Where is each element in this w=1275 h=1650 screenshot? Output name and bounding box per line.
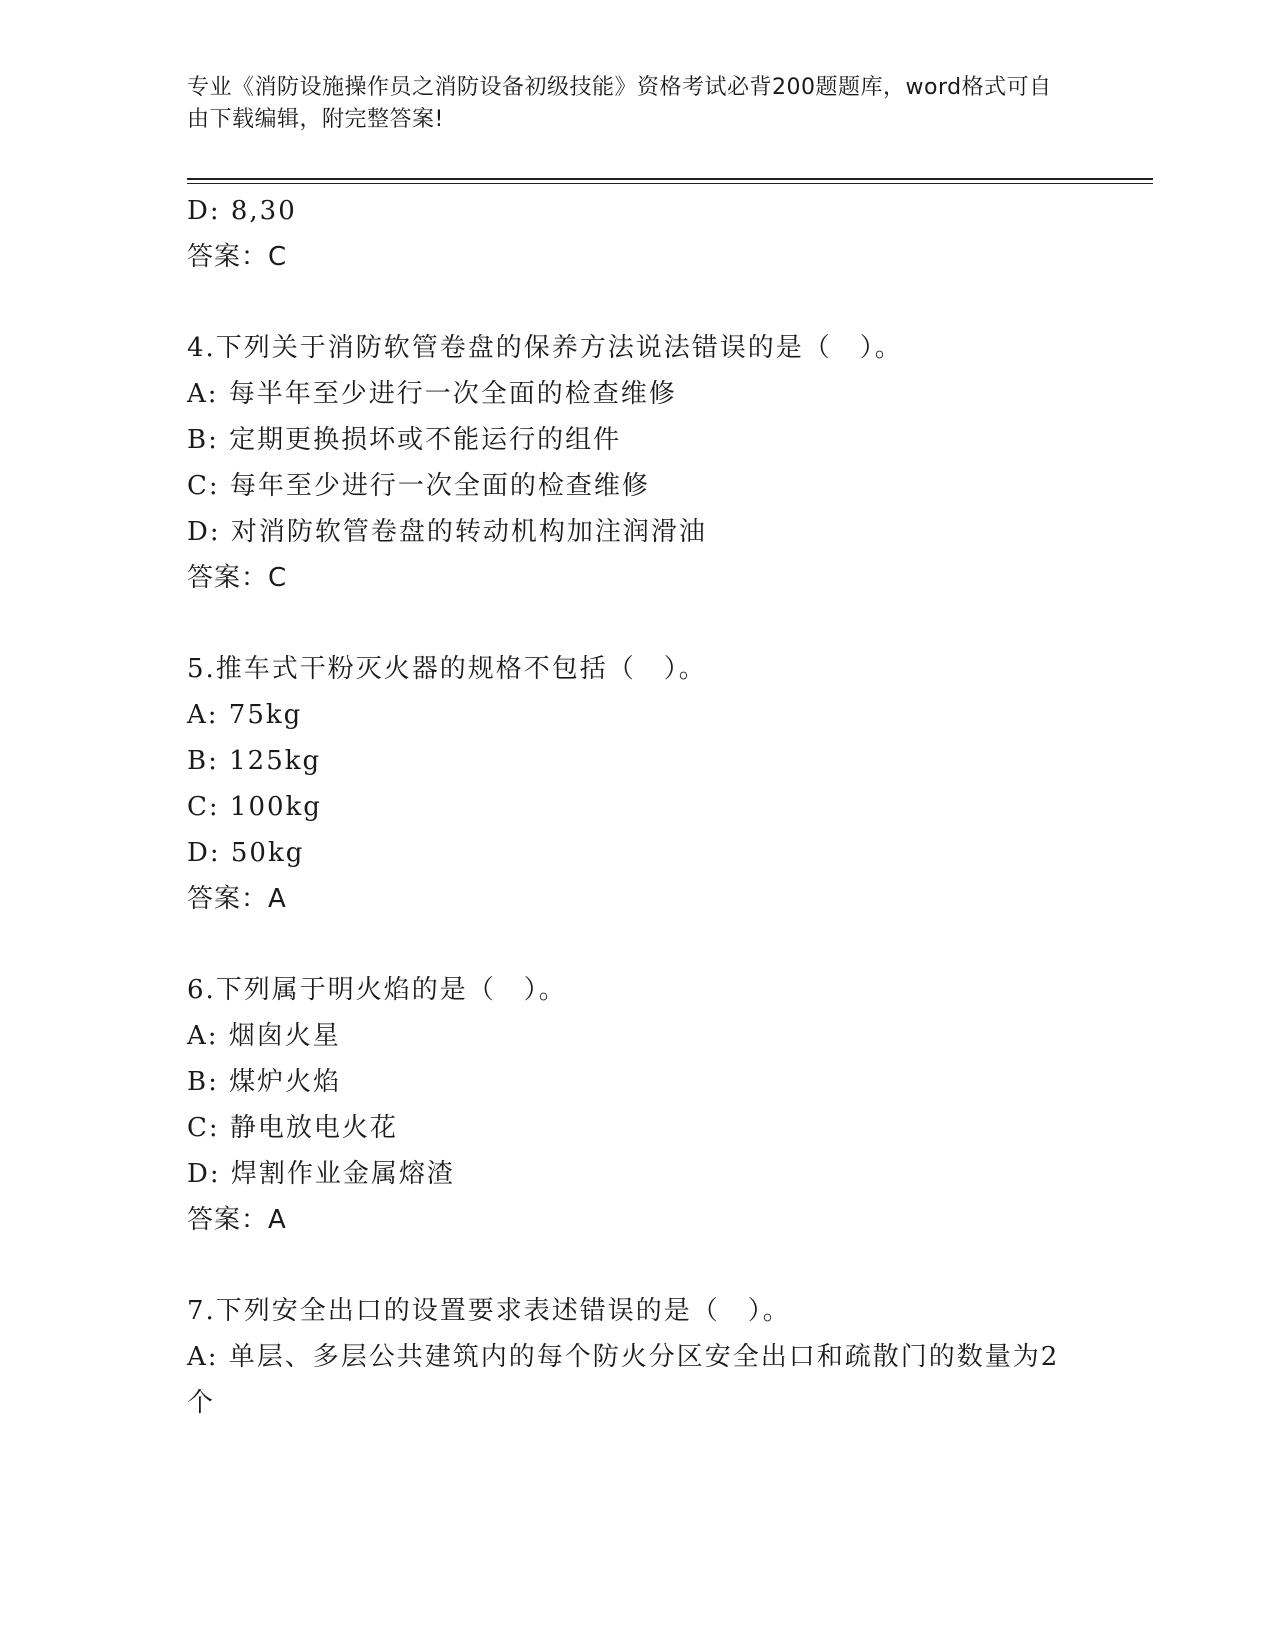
option-d: D: 50kg	[187, 838, 305, 868]
answer: 答案：C	[187, 563, 288, 593]
question-4	[187, 325, 1087, 601]
option-a: A: 每半年至少进行一次全面的检查维修	[187, 379, 677, 409]
header-rule-thin	[187, 183, 1153, 184]
question-6	[187, 967, 1087, 1243]
question-list	[187, 188, 1087, 1426]
option-c: C: 每年至少进行一次全面的检查维修	[187, 471, 650, 501]
question-text: 6.下列属于明火焰的是（ ）。	[187, 975, 567, 1005]
document-header: 专业《消防设施操作员之消防设备初级技能》资格考试必背200题题库，word格式可自由下载编辑，附完整答案!	[187, 75, 1052, 132]
header-rule-thick	[187, 178, 1153, 180]
question-3-tail	[187, 188, 1087, 280]
answer: 答案：A	[187, 884, 287, 914]
option-d: D: 8,30	[187, 196, 297, 226]
question-7	[187, 1288, 1087, 1426]
option-c: C: 100kg	[187, 792, 322, 822]
question-text: 5.推车式干粉灭火器的规格不包括（ ）。	[187, 654, 707, 684]
question-5	[187, 646, 1087, 922]
answer: 答案：C	[187, 242, 288, 272]
option-b: B: 125kg	[187, 746, 322, 776]
option-b: B: 定期更换损坏或不能运行的组件	[187, 425, 622, 455]
question-text: 7.下列安全出口的设置要求表述错误的是（ ）。	[187, 1296, 791, 1326]
option-a: A: 烟囱火星	[187, 1021, 341, 1051]
option-c: C: 静电放电火花	[187, 1113, 398, 1143]
option-d: D: 焊割作业金属熔渣	[187, 1159, 455, 1189]
option-b: B: 煤炉火焰	[187, 1067, 342, 1097]
answer: 答案：A	[187, 1205, 287, 1235]
option-a: A: 75kg	[187, 700, 303, 730]
question-text: 4.下列关于消防软管卷盘的保养方法说法错误的是（ ）。	[187, 333, 903, 363]
option-a: A: 单层、多层公共建筑内的每个防火分区安全出口和疏散门的数量为2个	[187, 1342, 1060, 1418]
option-d: D: 对消防软管卷盘的转动机构加注润滑油	[187, 517, 707, 547]
